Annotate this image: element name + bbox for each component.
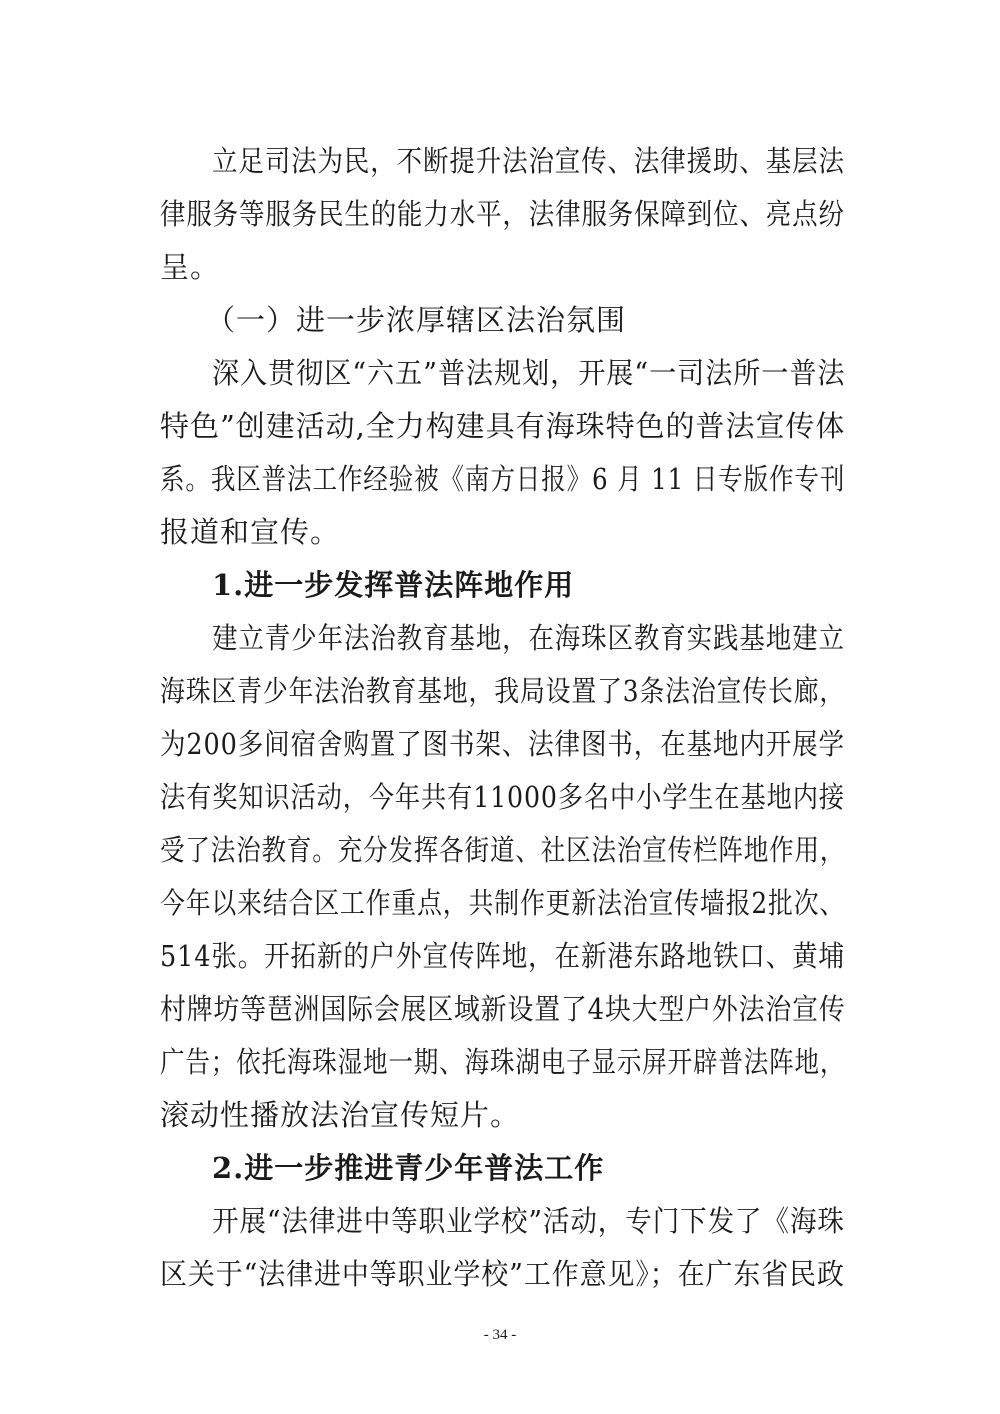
section-heading: （一）进一步浓厚辖区法治氛围 <box>206 303 627 337</box>
paragraph-3-line-7: 514张。开拓新的户外宣传阵地，在新港东路地铁口、黄埔 <box>160 939 845 973</box>
paragraph-1-line-1: 立足司法为民，不断提升法治宣传、法律援助、基层法 <box>212 144 845 178</box>
paragraph-3-line-4: 法有奖知识活动，今年共有11000多名中小学生在基地内接 <box>160 780 845 814</box>
paragraph-3-line-5: 受了法治教育。充分发挥各街道、社区法治宣传栏阵地作用， <box>160 833 846 867</box>
paragraph-3-line-10: 滚动性播放法治宣传短片。 <box>160 1098 521 1132</box>
paragraph-1-line-3: 呈。 <box>160 250 221 284</box>
paragraph-2-line-1: 深入贯彻区“六五”普法规划，开展“一司法所一普法 <box>212 356 846 390</box>
paragraph-3-line-6: 今年以来结合区工作重点，共制作更新法治宣传墙报2批次、 <box>160 886 846 920</box>
paragraph-2-line-4: 报道和宣传。 <box>160 515 341 549</box>
paragraph-3-line-1: 建立青少年法治教育基地，在海珠区教育实践基地建立 <box>212 621 845 655</box>
paragraph-3-line-3: 为200多间宿舍购置了图书架、法律图书，在基地内开展学 <box>160 727 845 761</box>
paragraph-4-line-1: 开展“法律进中等职业学校”活动，专门下发了《海珠 <box>212 1204 845 1238</box>
paragraph-3-line-2: 海珠区青少年法治教育基地，我局设置了3条法治宣传长廊， <box>160 674 846 708</box>
paragraph-2-line-3: 系。我区普法工作经验被《南方日报》6 月 11 日专版作专刊 <box>160 462 846 496</box>
subheading-1: 1.进一步发挥普法阵地作用 <box>212 568 575 602</box>
subheading-2: 2.进一步推进青少年普法工作 <box>212 1151 605 1185</box>
paragraph-2-line-2: 特色”创建活动,全力构建具有海珠特色的普法宣传体 <box>160 409 846 443</box>
page-number: - 34 - <box>483 1327 517 1343</box>
paragraph-4-line-2: 区关于“法律进中等职业学校”工作意见》；在广东省民政 <box>160 1257 845 1291</box>
paragraph-3-line-9: 广告；依托海珠湿地一期、海珠湖电子显示屏开辟普法阵地， <box>160 1045 846 1079</box>
paragraph-1-line-2: 律服务等服务民生的能力水平，法律服务保障到位、亮点纷 <box>160 197 845 231</box>
paragraph-3-line-8: 村牌坊等琶洲国际会展区域新设置了4块大型户外法治宣传 <box>160 992 846 1026</box>
